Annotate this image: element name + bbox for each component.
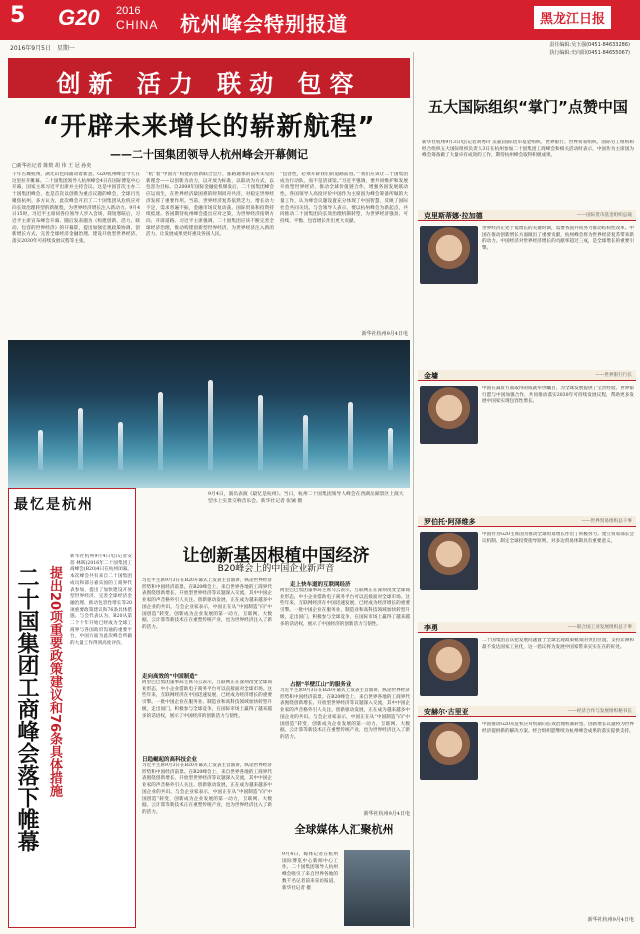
profile-quote: 二十国集团首次把发展问题置于全球宏观政策框架的突出位置，支持非洲和最不发达国家工业化，这一倡议将为发展中国家带来实实在在的好处。 [482,638,634,650]
lead-subheadline: ——二十国集团领导人杭州峰会开幕侧记 [110,148,308,161]
section2-headline: 让创新基因根植中国经济 [182,546,370,566]
photo-caption: 9月4日，演员表演《最忆是杭州》。当日，杭州二十国集团领导人峰会在西湖岳湖景区上演大型水上实景交响音乐会。新华社记者 张铖 摄 [208,492,404,504]
media-center-headline: 全球媒体人汇聚杭州 [294,823,394,836]
section2-column-1: 习近平主席9月3日在B20开幕式上发表主旨演讲，纵论世界经济形势和中国经济前景。在B20峰会上，来自世界各地的工商界代表围绕创新增长、开放型世界经济等议题深入交流，其中中国企业家的声音格外引人关注。创新驱动发展，正在成为越来越多中国企业的共识。与会企业家表示，中国正在从“中国制造”向“中国创造”转变，创新成为企业发展的第一动力，互联网、大数据、云计算等新技术正在重塑传统产业，也为世界经济注入了新的活力。 [142,578,272,630]
profile-name: 安赫尔·古里亚 [424,708,469,716]
profile-name: 李勇 [424,624,438,632]
portrait-lagarde [420,226,478,284]
fountain-jet [158,392,163,470]
b20-vertical-subheadline: 提出20项重要政策建议和76条具体措施 [47,566,62,798]
issue-date: 2016年9月5日 星期一 [10,45,75,52]
profile-header-azevedo [418,516,636,527]
lead-byline: □新华社记者 陈贽 胡 伟 王 冠 孙奕 [12,163,92,169]
newspaper-masthead: 黑龙江日报 [534,6,611,29]
fountain-jet [258,395,263,470]
photo-title: 最忆是杭州 [14,497,94,513]
theme-banner [8,58,410,98]
b20-article-text: 新华社杭州9月4日电(记者安蓓 林晖)2016年二十国集团工商峰会(B20)4日在杭州闭幕。本次峰会共有来自二十国集团成员和部分嘉宾国的工商界代表参加，提出了加快建设开放型世界经济、完善全球经济金融治理、推动包容性增长等20项重要政策建议和76条具体措施。与会代表认为，B20从第二个十年开始已经成为全球工商界与各国政府沟通的重要平台，中国方面为此次峰会所做的大量工作得到高度评价。 [70,554,132,647]
profile-name: 金墉 [424,372,438,380]
portrait-azevedo [420,532,478,590]
fountain-jet [303,415,308,470]
sidebar-headline: 五大国际组织“掌门”点赞中国 [428,98,628,116]
section2-subheadline: B20峰会上的中国企业新声音 [217,564,335,574]
lead-credit: 新华社杭州9月4日电 [361,331,408,337]
section2-subhead: 占据“半壁江山”的服务业 [290,682,352,688]
profile-role: ——世界银行行长 [595,373,632,378]
theme-banner-text: 创新 活力 联动 包容 [56,69,362,98]
profile-quote: 中国作为G20主席国为推动全球贸易增长作出了积极努力。建立贸易部长会议机制、制定全球投资指导原则，对多边贸易体制具有重要意义。 [482,532,634,544]
section2-column-1b: 阿里巴巴集团董事局主席马云表示，互联网正在深刻改变全球商业形态，中小企业借助电子商务平台可以直接面对全球市场。这些年来，互联网经济在中国迅速发展，已经成为经济增长的重要引擎。一批中国企业在服务业、制造业和高科技领域加快转型升级，走出国门，积极参与全球竞争，在国际市场上赢得了越来越多的话语权，展示了中国经济的创新活力与韧性。 [142,680,272,719]
sidebar-credit: 新华社杭州9月4日电 [587,917,634,923]
profile-quote: 中国推动G20从危机应对机制向长效治理机制转型，创新增长议题将为世界经济提供新的解决方案。经合组织愿继续为杭州峰会成果的落实提供支持。 [482,722,634,734]
profile-name: 罗伯托·阿泽维多 [424,518,476,526]
profile-role: ——经济合作与发展组织秘书长 [567,709,632,714]
lead-headline: “开辟未来增长的崭新航程” [42,112,376,142]
lead-column-2: “杭”着“中国方”构建的创新联合会厅，都路通承的前所未见的新理念——以创新为动力，以开放为标准，以联动为方式，以包容为目标。自2008年国际金融危机爆发后，二十国集团峰会应运而生，在世界经济最困难的时刻同舟共济，对稳定世界经济发挥了重要作用。当前，世界经济复苏依然乏力，增长动力不足，需求普遍不振，金融市场反复动荡，国际贸易和投资持续低迷。各国期待杭州峰会提出应对之策，为世界经济指明方向、开辟道路。习近平主席强调，二十国集团应该不断完善全球经济治理，推动构建创新型世界经济，为世界经济注入新的活力，让发展成果更好惠及各国人民。 [146,172,274,238]
fountain-jet [388,428,393,470]
section2-column-2b: 习近平主席9月3日在B20开幕式上发表主旨演讲，纵论世界经济形势和中国经济前景。在B20峰会上，来自世界各地的工商界代表围绕创新增长、开放型世界经济等议题深入交流，其中中国企业家的声音格外引人关注。创新驱动发展，正在成为越来越多中国企业的共识。与会企业家表示，中国正在从“中国制造”向“中国创造”转变，创新成为企业发展的第一动力，互联网、大数据、云计算等新技术正在重塑传统产业，也为世界经济注入了新的活力。 [280,688,410,740]
profile-role: ——国际货币基金组织总裁 [576,213,632,218]
profile-quote: 中国在减贫方面取得的成就举世瞩目，为全球发展提供了宝贵经验。世界银行愿与中国加强合作，共同推动落实2030年可持续发展议程，帮助更多发展中国家实现包容性增长。 [482,386,634,405]
profile-header-lagarde [418,210,636,221]
lead-column-3: “包容性，必须开辟我们的道路前进。”“我们应该让二十国集团成为行动队，而不是清谈馆。”习近平强调，要共同维护和发展开放型世界经济，推动全球价值链合作，增强各国发展联动性。各国领导人高度评价中国作为主席国为峰会筹备所做的大量工作，认为峰会议题设置充分体现了中国智慧，反映了国际社会共同关切。与会领导人表示，要以杭州峰会为新起点，共同推动二十国集团向长效治理机制转型，为世界经济强劲、可持续、平衡、包容增长作出更大贡献。 [280,172,408,224]
fountain-jet [208,380,213,470]
portrait-li [420,638,478,696]
profile-role: ——联合国工业发展组织总干事 [567,625,632,630]
column-divider [413,52,414,928]
editor-line: 责任编辑:吴玉强(0451-84633286) [549,42,630,48]
designer-line: 执行编辑:史向阳(0451-84655067) [549,50,630,56]
section2-subhead: 走向高效的“中国制造” [142,674,198,680]
section2-subhead: 日趋崛起的高科技企业 [142,757,198,763]
sidebar-intro: 新华社杭州9月3日电(记者刘秀玲 吴嘉)国际货币基金组织、世界银行、世界贸易组织、国际劳工组织和经合组织五大国际组织负责人3日在杭州参加二十国集团工商峰会和相关活动时表示，中国作为主席国为峰会筹备做了大量卓有成效的工作，期待杭州峰会取得积极成果。 [422,140,634,159]
section2-column-1c: 习近平主席9月3日在B20开幕式上发表主旨演讲，纵论世界经济形势和中国经济前景。在B20峰会上，来自世界各地的工商界代表围绕创新增长、开放型世界经济等议题深入交流，其中中国企业家的声音格外引人关注。创新驱动发展，正在成为越来越多中国企业的共识。与会企业家表示，中国正在从“中国制造”向“中国创造”转变，创新成为企业发展的第一动力，互联网、大数据、云计算等新技术正在重塑传统产业，也为世界经济注入了新的活力。 [142,763,272,815]
section-title: 杭州峰会特别报道 [180,12,348,36]
fountain-jet [38,430,43,470]
editor-credits [549,41,630,57]
page-number: 5 [10,3,26,28]
profile-quote: 世界经济正处于低增长的关键时期，需要各国共同努力推动结构性改革。中国在推动创新增长方面做出了重要贡献，杭州峰会将为世界经济复苏带来新的动力。中国经济对世界经济增长的贡献率超过三成，是全球增长的重要引擎。 [482,226,634,252]
profile-role: ——世界贸易组织总干事 [581,519,632,524]
profile-header-li [418,622,636,633]
profile-header-gurria [418,706,636,717]
media-center-caption: 9月4日，媒体记者在杭州国际博览中心新闻中心工作。二十国集团领导人杭州峰会吸引了来自世界各地的数千名记者前来采访报道。新华社记者 摄 [282,852,338,891]
portrait-gurria [420,722,478,780]
west-lake-performance-photo [8,340,410,488]
section2-column-2: 阿里巴巴集团董事局主席马云表示，互联网正在深刻改变全球商业形态，中小企业借助电子商务平台可以直接面对全球市场。这些年来，互联网经济在中国迅速发展，已经成为经济增长的重要引擎。一批中国企业在服务业、制造业和高科技领域加快转型升级，走出国门，积极参与全球竞争，在国际市场上赢得了越来越多的话语权，展示了中国经济的创新活力与韧性。 [280,588,410,627]
fountain-jet [78,408,83,470]
logo-year: 2016 [116,5,141,17]
portrait-kim [420,386,478,444]
section2-subhead: 走上快车道的互联网经济 [290,582,351,588]
fountain-jet [348,402,353,470]
profile-name: 克里斯蒂娜·拉加德 [424,212,483,220]
g20-logo: G20 [58,5,100,30]
media-center-photo [344,850,410,926]
b20-vertical-headline: 二十国集团工商峰会落下帷幕 [14,566,39,852]
section2-credit: 新华社杭州9月4日电 [363,811,410,817]
fountain-jet [118,422,123,470]
logo-country: CHINA [116,18,159,32]
profile-header-kim [418,370,636,381]
lead-column-1: 千年古城杭州，湖光山色间涌动着新意，G20杭州峰会今天在这里拉开帷幕。二十国集团领导人杭州峰会4日在国际博览中心开幕，国家主席习近平出席并主持会议。这是中国首次主办二十国集团峰会，也是首次以创新为重点议题的峰会，全球目光聚焦杭州。多方认为，此次峰会开启了二十国集团从危机应对向长效治理转型的新航程，为世界经济增长注入新动力。9月4日15时，习近平主席同各位领导人步入会场，简短寒暄后，习近平主席宣布峰会开幕，随后发表题为《构建创新、活力、联动、包容的世界经济》的开幕辞，提出加强宏观政策协调、创新增长方式、完善全球经济金融治理、建设开放型世界经济、落实2030年可持续发展议程等主张。 [12,172,140,245]
